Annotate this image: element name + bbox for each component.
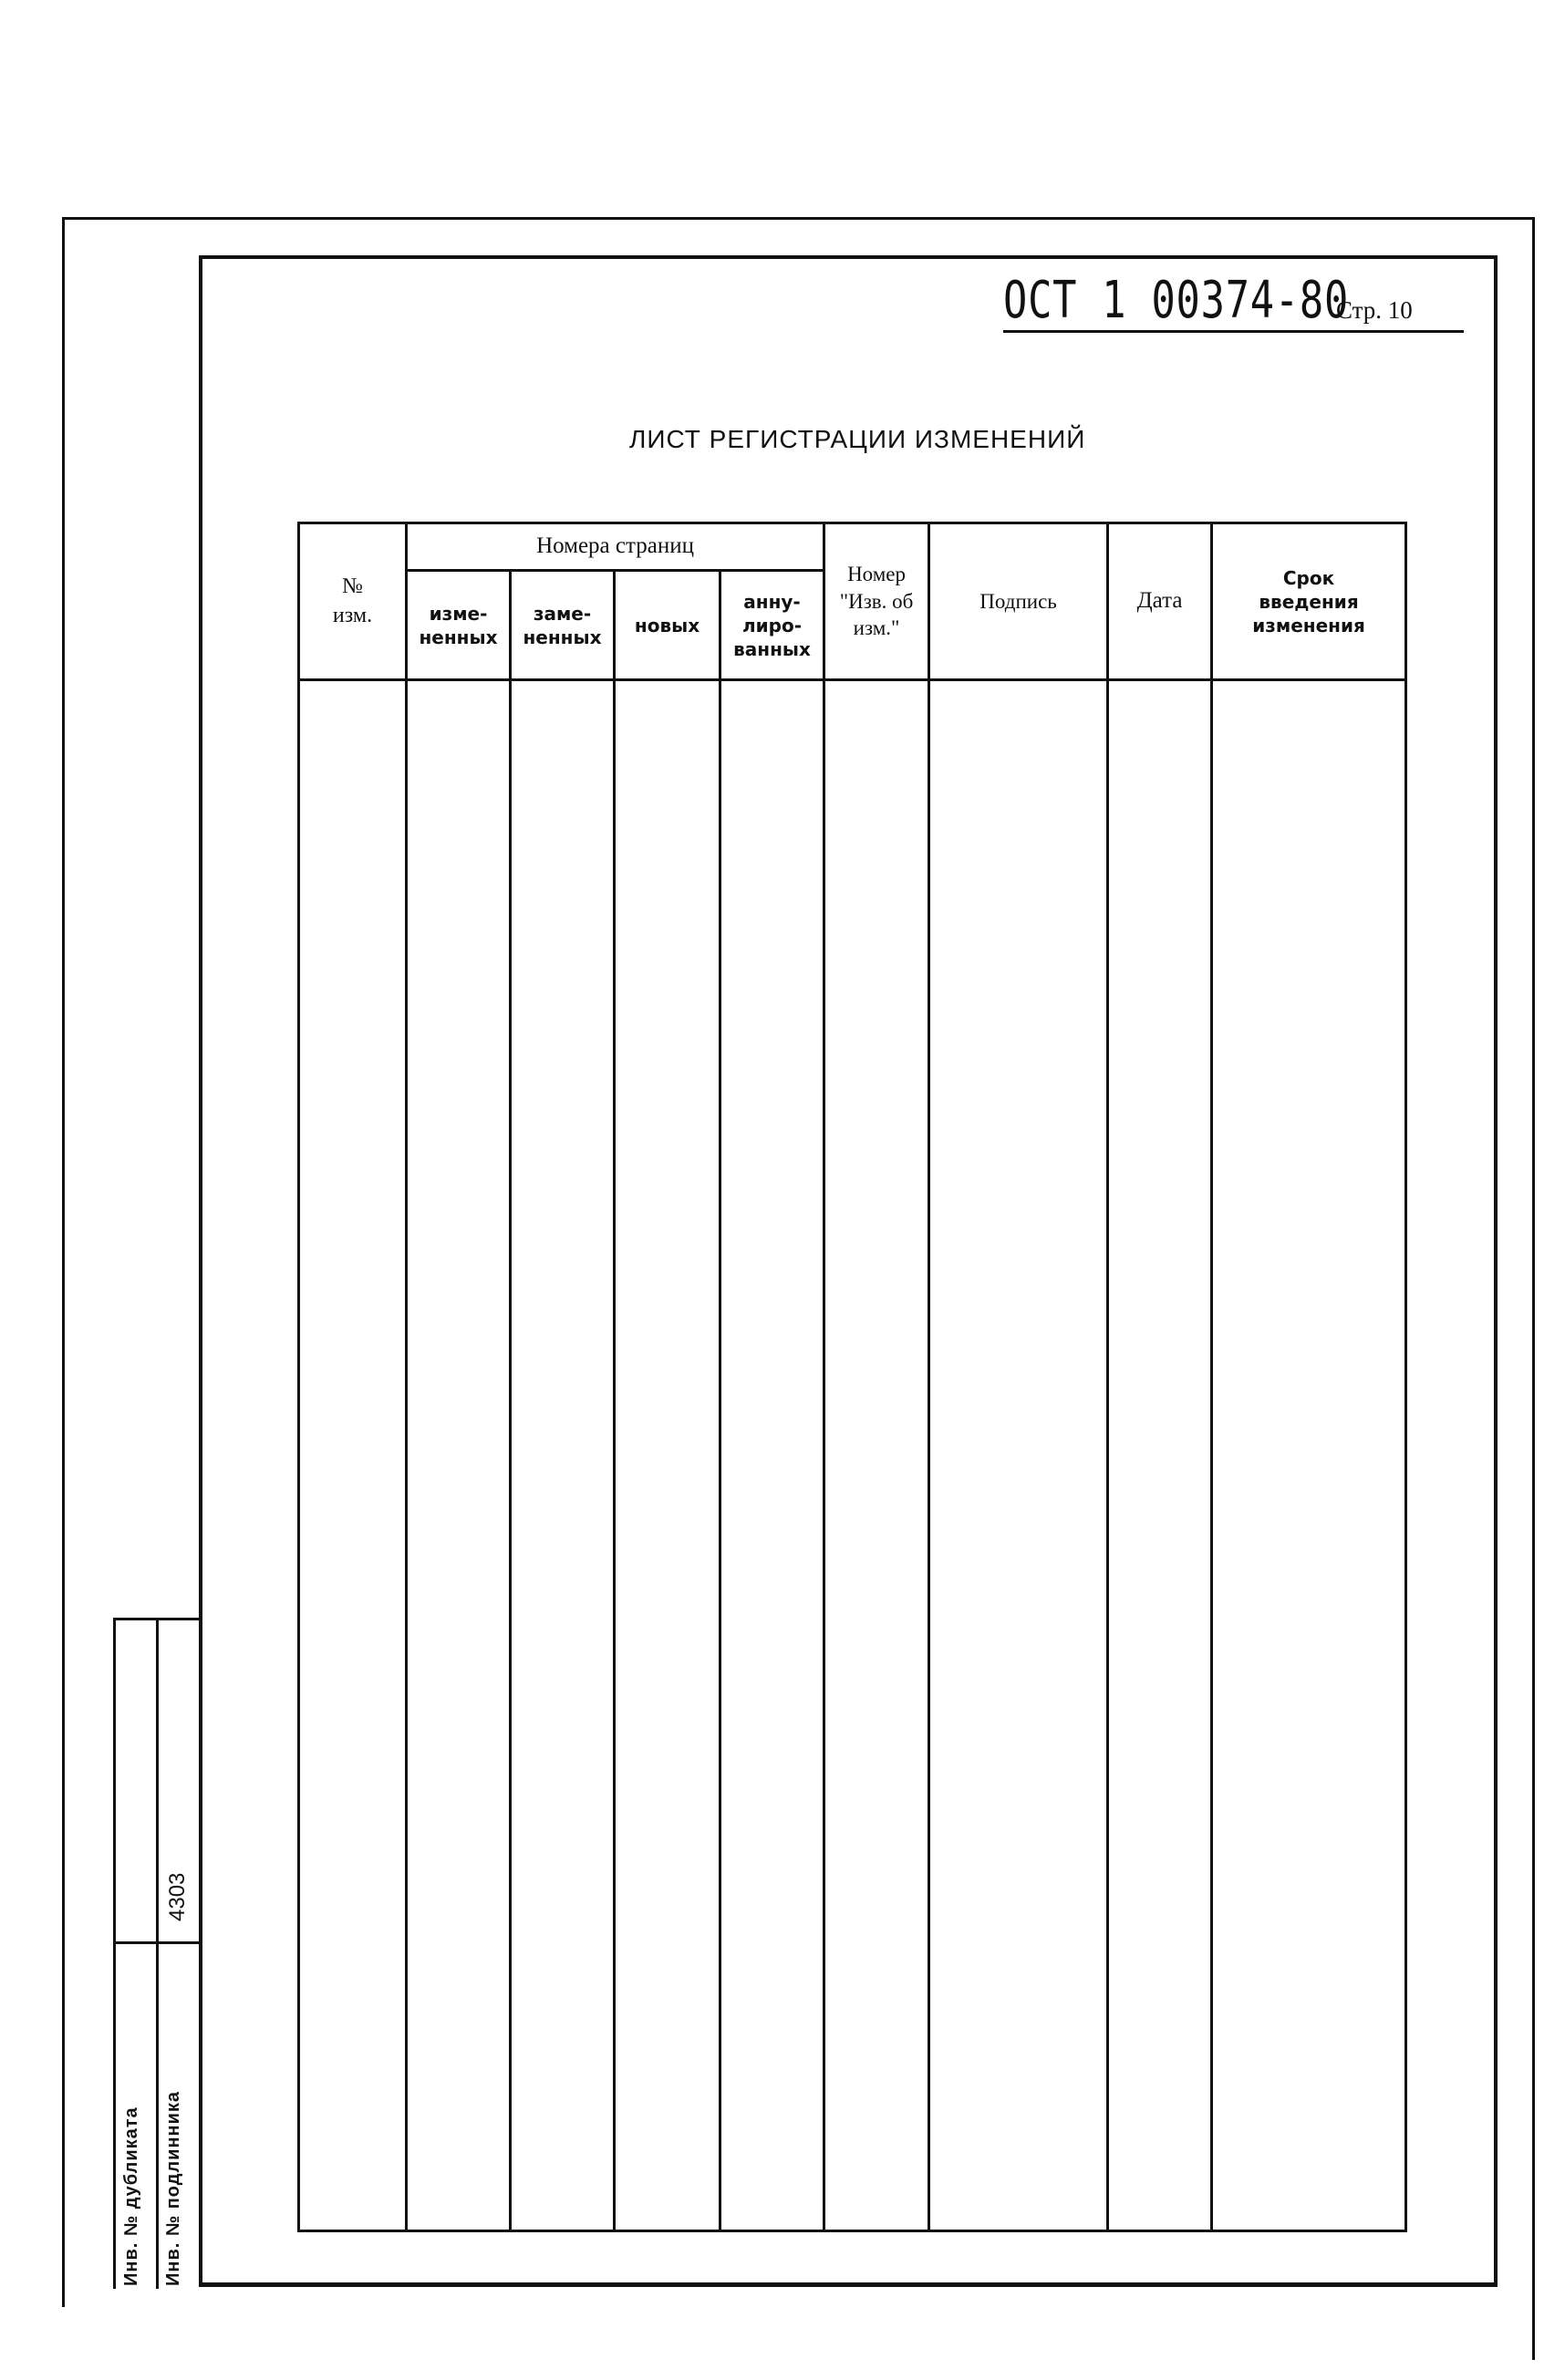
table-cell <box>720 680 824 2231</box>
document-code: ОСТ 1 00374-80 <box>1003 271 1350 330</box>
header-new-pages: новых <box>615 571 720 680</box>
table-cell <box>615 680 720 2231</box>
table-cell <box>1108 680 1212 2231</box>
page-title: ЛИСТ РЕГИСТРАЦИИ ИЗМЕНЕНИЙ <box>629 425 1086 453</box>
document-header <box>1003 271 1464 333</box>
page-number: Стр. 10 <box>1336 296 1413 324</box>
header-signature: Подпись <box>929 523 1108 680</box>
header-page-numbers-group: Номера страниц <box>407 523 824 571</box>
outer-frame-top-line <box>62 217 1535 220</box>
header-replaced-pages: заме-ненных <box>511 571 615 680</box>
change-registration-table <box>297 522 1407 2232</box>
original-inventory-number: 4303 <box>165 1872 190 1921</box>
table-cell <box>299 680 407 2231</box>
table-cell <box>407 680 511 2231</box>
table-cell <box>824 680 929 2231</box>
header-notice-number: Номер "Изв. об изм." <box>824 523 929 680</box>
table-cell <box>929 680 1108 2231</box>
header-deadline: Срок введения изменения <box>1212 523 1406 680</box>
outer-frame-right-line <box>1532 217 1535 2360</box>
header-change-number: № изм. <box>299 523 407 680</box>
inventory-stamp-block <box>113 1618 199 2289</box>
header-cancelled-pages: анну-лиро-ванных <box>720 571 824 680</box>
header-date: Дата <box>1108 523 1212 680</box>
table-row <box>299 680 1406 2231</box>
duplicate-inventory-label: Инв. № дубликата <box>121 2106 141 2286</box>
original-inventory-label: Инв. № подлинника <box>163 2090 183 2286</box>
stamp-divider <box>156 1620 159 2289</box>
table-cell <box>511 680 615 2231</box>
header-changed-pages: изме-ненных <box>407 571 511 680</box>
stamp-divider <box>116 1941 199 1944</box>
table-cell <box>1212 680 1406 2231</box>
outer-frame-left-line <box>62 217 65 2307</box>
